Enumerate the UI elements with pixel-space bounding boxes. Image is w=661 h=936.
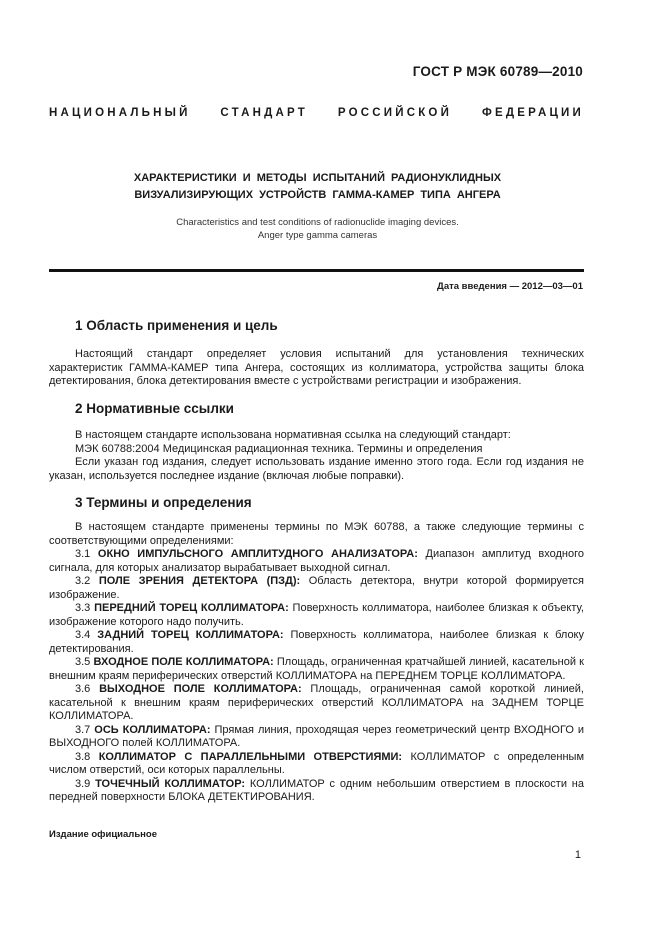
- section-2-text-3: Если указан год издания, следует использовать издание именно этого года. Если год издания не указан, используется последнее издание (включая любые поправки).: [49, 456, 584, 482]
- term-name: ПЕРЕДНИЙ ТОРЕЦ КОЛЛИМАТОРА:: [94, 602, 289, 614]
- term-3-5: [49, 656, 584, 683]
- section-1-text: Настоящий стандарт определяет условия испытаний для установления технических характеристик ГАММА-КАМЕР типа Ангера, состоящих из коллиматора, устройства защиты блока детектирования, блока детектирования вместе с устройствами регистрации и изображения.: [49, 348, 584, 387]
- document-title: [60, 170, 575, 204]
- title-line-2: ВИЗУАЛИЗИРУЮЩИХ УСТРОЙСТВ ГАММА-КАМЕР ТИПА АНГЕРА: [134, 189, 501, 201]
- term-definition: Поверхность коллиматора, наиболее близкая к объекту, изображение которого надо получить.: [49, 602, 584, 628]
- title-divider: [49, 269, 584, 272]
- term-definition: КОЛЛИМАТОР с определенным числом отверстий, оси которых параллельны.: [49, 750, 585, 776]
- term-definition: Прямая линия, проходящая через геометрический центр ВХОДНОГО и ВЫХОДНОГО полей КОЛЛИМАТОРА.: [49, 723, 585, 749]
- introduction-date: Дата введения — 2012—03—01: [437, 281, 583, 292]
- term-number: 3.5: [75, 656, 91, 668]
- term-number: 3.7: [75, 723, 91, 736]
- term-name: КОЛЛИМАТОР С ПАРАЛЛЕЛЬНЫМИ ОТВЕРСТИЯМИ:: [98, 750, 403, 763]
- term-3-7: [49, 724, 584, 751]
- section-2-paragraph-3: [49, 456, 584, 483]
- section-2-reference: [49, 443, 584, 457]
- term-definition: Поверхность коллиматора, наиболее близкая к блоку детектирования.: [49, 629, 584, 655]
- page-number: 1: [574, 849, 581, 861]
- section-1-paragraph: [49, 348, 584, 389]
- english-title-line-1: Characteristics and test conditions of radionuclide imaging devices.: [176, 217, 459, 228]
- term-definition: Область детектора, внутри которой формируется изображение.: [49, 575, 584, 601]
- term-number: 3.2: [75, 575, 91, 587]
- section-3-body: [49, 521, 584, 805]
- section-3-intro: [49, 521, 584, 548]
- section-2-paragraph-1: [49, 429, 584, 443]
- term-3-6: [49, 683, 584, 724]
- reference-iec-60788: МЭК 60788:2004 Медицинская радиационная техника. Термины и определения: [75, 442, 483, 455]
- term-name: ВЫХОДНОЕ ПОЛЕ КОЛЛИМАТОРА:: [99, 683, 302, 695]
- document-id: ГОСТ Р МЭК 60789—2010: [412, 64, 583, 79]
- term-definition: Площадь, ограниченная кратчайшей линией, касательной к внешним краям периферических отверстий КОЛЛИМАТОРА на ПЕРЕДНЕМ ТОРЦЕ КОЛЛИМАТОРА.: [49, 656, 584, 682]
- term-name: ОСЬ КОЛЛИМАТОРА:: [94, 723, 211, 736]
- section-1-heading: 1 Область применения и цель: [75, 318, 278, 333]
- national-standard-banner: НАЦИОНАЛЬНЫЙ СТАНДАРТ РОССИЙСКОЙ ФЕДЕРАЦИИ: [49, 107, 584, 119]
- term-number: 3.3: [75, 602, 91, 614]
- section-2-text-1: В настоящем стандарте использована нормативная ссылка на следующий стандарт:: [75, 429, 511, 441]
- term-definition: Площадь, ограниченная самой короткой линией, касательной к внешним краям периферических отверстий КОЛЛИМАТОРА на ЗАДНЕМ ТОРЦЕ КОЛЛИМАТОРА.: [49, 683, 584, 722]
- english-title-line-2: Anger type gamma cameras: [257, 230, 378, 241]
- term-name: ТОЧЕЧНЫЙ КОЛЛИМАТОР:: [95, 777, 246, 790]
- term-3-8: [49, 751, 584, 778]
- term-3-9: [49, 778, 584, 805]
- term-name: ОКНО ИМПУЛЬСНОГО АМПЛИТУДНОГО АНАЛИЗАТОРА:: [97, 548, 418, 560]
- term-definition: КОЛЛИМАТОР с одним небольшим отверстием в плоскости на передней поверхности БЛОКА ДЕТЕКТИРОВАНИЯ.: [49, 777, 584, 803]
- term-number: 3.4: [75, 629, 91, 641]
- term-name: ЗАДНИЙ ТОРЕЦ КОЛЛИМАТОРА:: [97, 629, 284, 641]
- section-3-intro-text: В настоящем стандарте применены термины по МЭК 60788, а также следующие термины с соответствующими определениями:: [49, 521, 584, 547]
- term-number: 3.8: [75, 750, 91, 763]
- term-3-4: [49, 629, 584, 656]
- term-number: 3.9: [75, 777, 91, 790]
- term-name: ПОЛЕ ЗРЕНИЯ ДЕТЕКТОРА (ПЗД):: [98, 575, 301, 587]
- section-2-body: [49, 429, 584, 483]
- term-3-1: [49, 548, 584, 575]
- term-number: 3.6: [75, 683, 91, 695]
- term-definition: Диапазон амплитуд входного сигнала, для которых анализатор вырабатывает выходной сигнал.: [49, 548, 585, 574]
- section-3-heading: 3 Термины и определения: [75, 495, 252, 510]
- term-3-3: [49, 602, 584, 629]
- section-2-heading: 2 Нормативные ссылки: [75, 401, 234, 416]
- english-title: [60, 216, 575, 242]
- official-edition-note: Издание официальное: [49, 829, 157, 840]
- title-line-1: ХАРАКТЕРИСТИКИ И МЕТОДЫ ИСПЫТАНИЙ РАДИОНУКЛИДНЫХ: [133, 172, 502, 184]
- term-3-2: [49, 575, 584, 602]
- term-name: ВХОДНОЕ ПОЛЕ КОЛЛИМАТОРА:: [93, 656, 274, 668]
- term-number: 3.1: [75, 548, 91, 560]
